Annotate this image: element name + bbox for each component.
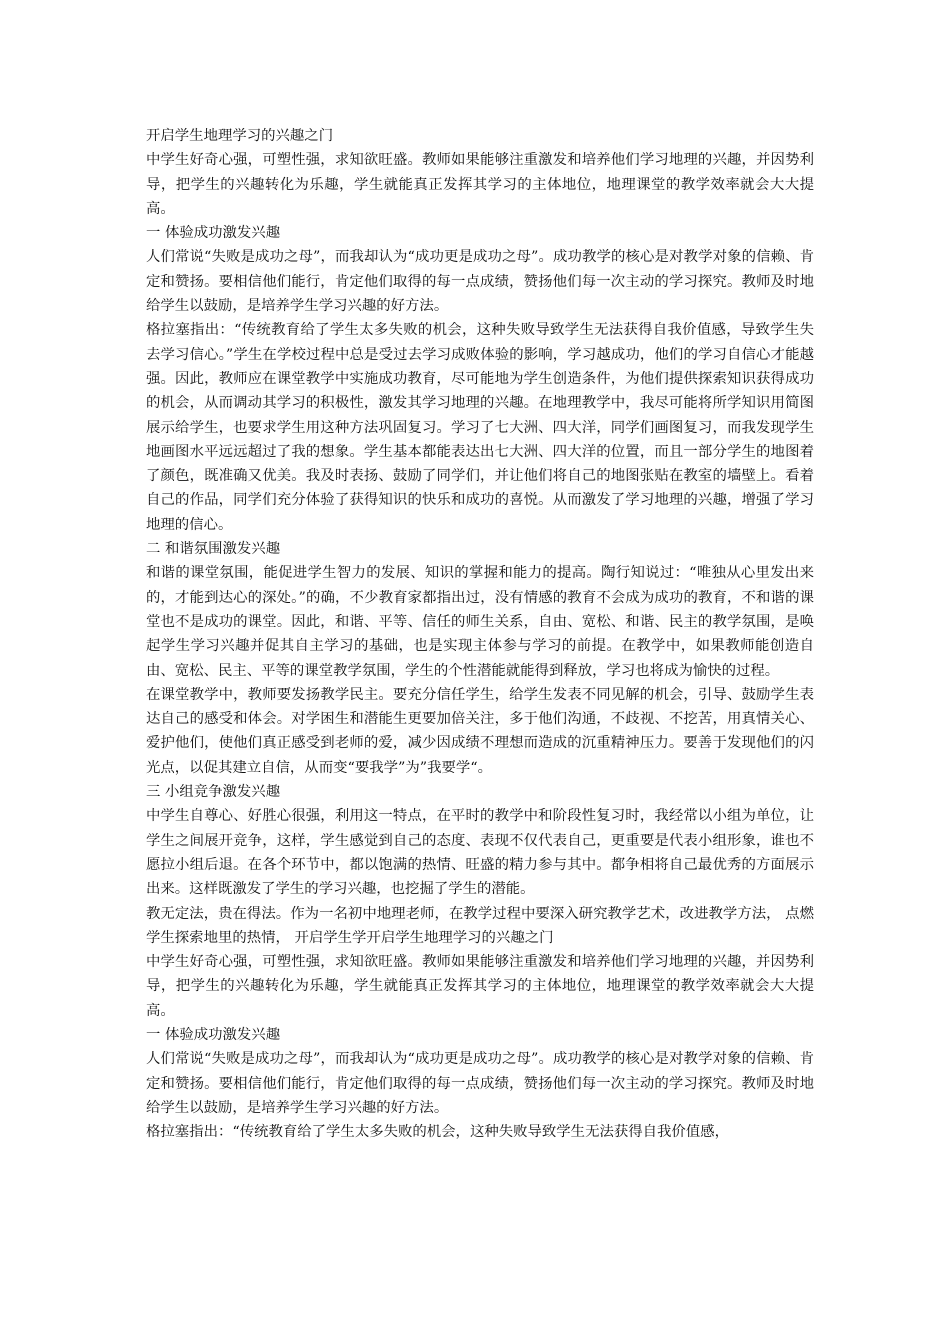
document-title: 开启学生地理学习的兴趣之门 <box>146 128 334 144</box>
paragraph: 格拉塞指出：“传统教育给了学生太多失败的机会，这种失败导致学生无法获得自我价值感， <box>146 1124 729 1141</box>
section-heading: 一 体验成功激发兴趣 <box>146 225 281 242</box>
section-heading: 二 和谐氛围激发兴趣 <box>146 541 281 558</box>
section-heading: 三 小组竞争激发兴趣 <box>146 784 281 801</box>
paragraph: 中学生好奇心强，可塑性强，求知欲旺盛。教师如果能够注重激发和培养他们学习地理的兴趣，并因势利导，把学生的兴趣转化为乐趣，学生就能真正发挥其学习的主体地位，地理课堂的教学效率就会大大提高。 <box>146 954 814 1019</box>
paragraph: 教无定法，贵在得法。作为一名初中地理老师，在教学过程中要深入研究教学艺术，改进教学方法， 点燃学生探索地里的热情， 开启学生学开启学生地理学习的兴趣之门 <box>146 905 814 946</box>
paragraph: 在课堂教学中，教师要发扬教学民主。要充分信任学生，给学生发表不同见解的机会，引导、鼓励学生表达自己的感受和体会。对学困生和潜能生更要加倍关注，多于他们沟通，不歧视、不挖苦，用真情关心、爱护他们，使他们真正感受到老师的爱，减少因成绩不理想而造成的沉重精神压力。要善于发现他们的闪光点，以促其建立自信，从而变“要我学”为”我要学“。 <box>146 686 814 776</box>
section-heading: 一 体验成功激发兴趣 <box>146 1026 281 1043</box>
paragraph: 格拉塞指出：“传统教育给了学生太多失败的机会，这种失败导致学生无法获得自我价值感，导致学生失去学习信心。”学生在学校过程中总是受过去学习成败体验的影响，学习越成功，他们的学习自信心才能越强。因此，教师应在课堂教学中实施成功教育，尽可能地为学生创造条件，为他们提供探索知识获得成功的机会，从而调动其学习的积极性，激发其学习地理的兴趣。在地理教学中，我尽可能将所学知识用简图展示给学生，也要求学生用这种方法巩固复习。学习了七大洲、四大洋，同学们画图复习，而我发现学生地画图水平远远超过了我的想象。学生基本都能表达出七大洲、四大洋的位置，而且一部分学生的地图着了颜色，既准确又优美。我及时表扬、鼓励了同学们，并让他们将自己的地图张贴在教室的墙壁上。看着自己的作品，同学们充分体验了获得知识的快乐和成功的喜悦。从而激发了学习地理的兴趣，增强了学习地理的信心。 <box>146 322 814 533</box>
paragraph: 中学生自尊心、好胜心很强，利用这一特点，在平时的教学中和阶段性复习时，我经常以小组为单位，让学生之间展开竞争，这样，学生感觉到自己的态度、表现不仅代表自己，更重要是代表小组形象，谁也不愿拉小组后退。在各个环节中，都以饱满的热情、旺盛的精力参与其中。都争相将自己最优秀的方面展示出来。这样既激发了学生的学习兴趣，也挖掘了学生的潜能。 <box>146 808 814 898</box>
paragraph: 人们常说“失败是成功之母”，而我却认为“成功更是成功之母”。成功教学的核心是对教学对象的信赖、肯定和赞扬。要相信他们能行，肯定他们取得的每一点成绩，赞扬他们每一次主动的学习探究。教师及时地给学生以鼓励，是培养学生学习兴趣的好方法。 <box>146 1051 814 1116</box>
paragraph: 人们常说“失败是成功之母”，而我却认为“成功更是成功之母”。成功教学的核心是对教学对象的信赖、肯定和赞扬。要相信他们能行，肯定他们取得的每一点成绩，赞扬他们每一次主动的学习探究。教师及时地给学生以鼓励，是培养学生学习兴趣的好方法。 <box>146 249 814 315</box>
paragraph: 和谐的课堂氛围，能促进学生智力的发展、知识的掌握和能力的提高。陶行知说过：“唯独从心里发出来的，才能到达心的深处。”的确，不少教育家都指出过，没有情感的教育不会成为成功的教育，不和谐的课堂也不是成功的课堂。因此，和谐、平等、信任的师生关系，自由、宽松、和谐、民主的教学氛围，是唤起学生学习兴趣并促其自主学习的基础，也是实现主体参与学习的前提。在教学中，如果教师能创造自由、宽松、民主、平等的课堂教学氛围，学生的个性潜能就能得到释放，学习也将成为愉快的过程。 <box>146 565 814 679</box>
document-page <box>146 124 814 1144</box>
paragraph: 中学生好奇心强，可塑性强，求知欲旺盛。教师如果能够注重激发和培养他们学习地理的兴趣，并因势利导，把学生的兴趣转化为乐趣，学生就能真正发挥其学习的主体地位，地理课堂的教学效率就会大大提高。 <box>146 152 814 217</box>
